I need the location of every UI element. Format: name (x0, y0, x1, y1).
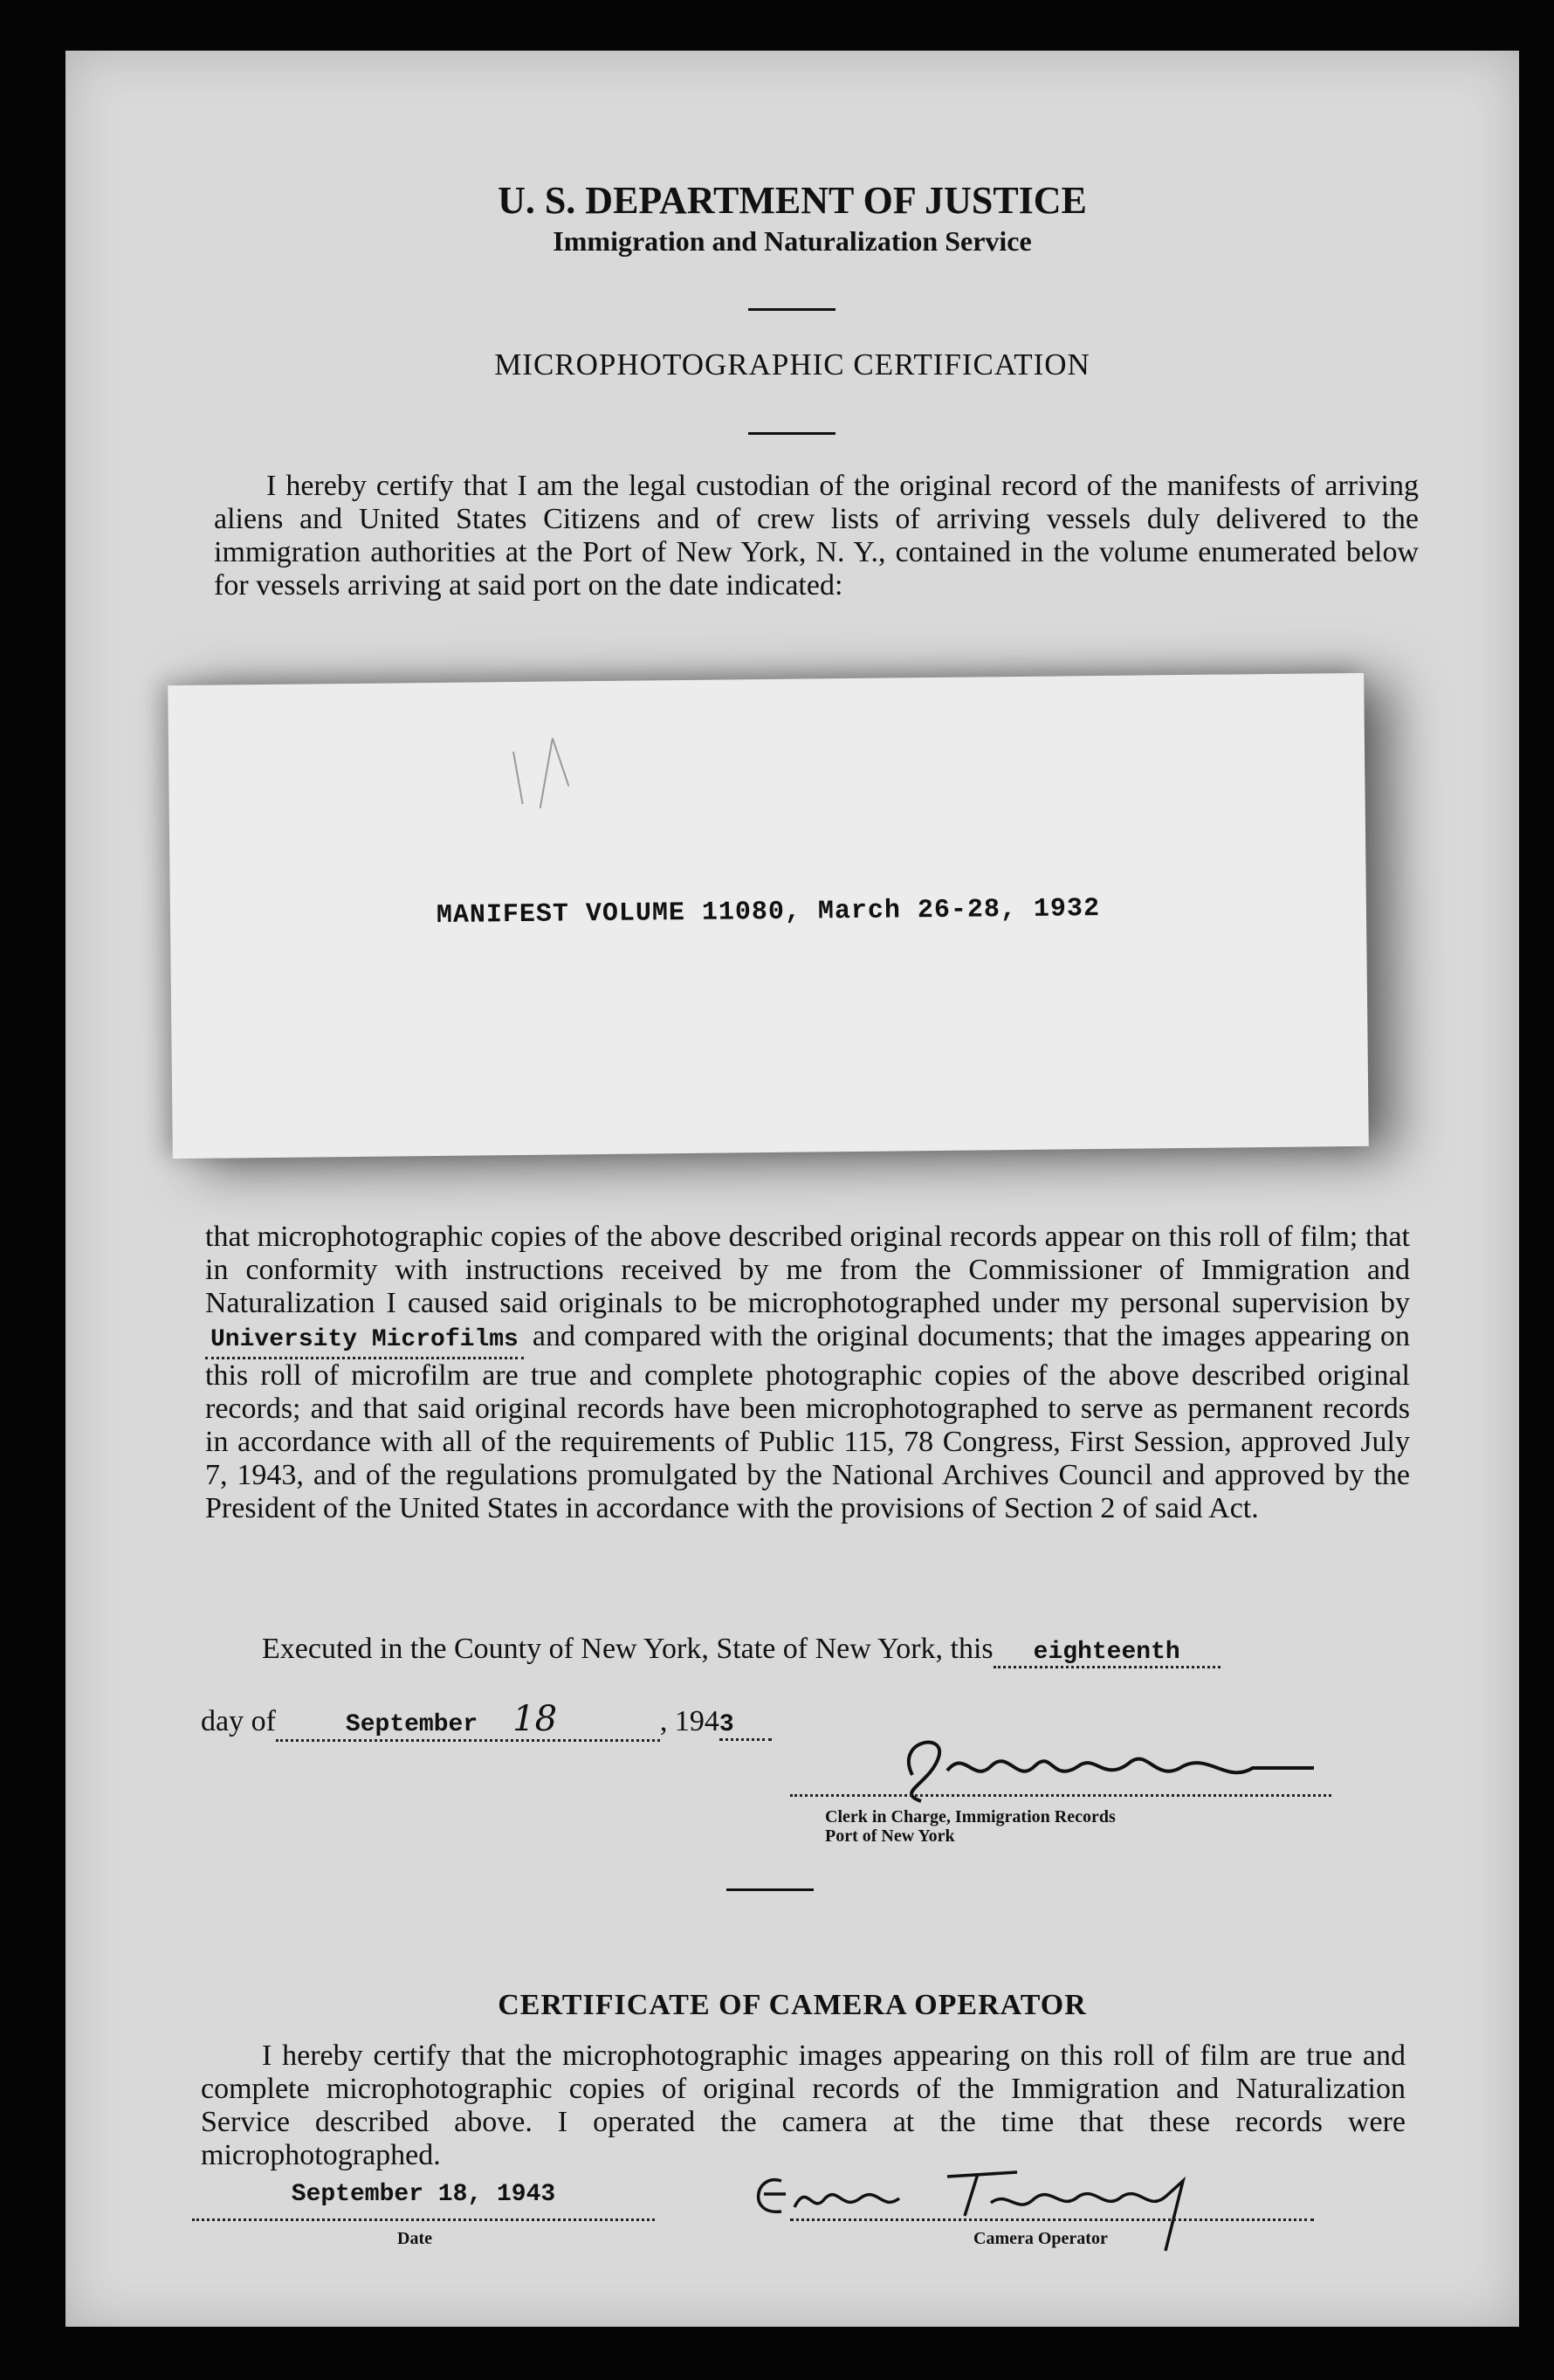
camera-certificate-title: CERTIFICATE OF CAMERA OPERATOR (498, 1989, 1087, 2021)
department-heading: U. S. DEPARTMENT OF JUSTICE (498, 179, 1087, 222)
clerk-signature (877, 1723, 1331, 1810)
month-field (276, 1699, 660, 1742)
body-text-part1: that microphotographic copies of the above described original records appear on this roll of film; that in conformity with instructions received by me from the Commissioner of Immigration and Naturalization I caused said originals to be microphotographed under my personal supervision by (205, 1221, 1410, 1319)
execution-line (262, 1633, 1221, 1668)
operator-date: September 18, 1943 (291, 2181, 556, 2208)
date-line-field (192, 2218, 655, 2221)
divider (726, 1888, 814, 1891)
intro-paragraph: I hereby certify that I am the legal custodian of the original record of the manifests of arriving aliens and United States Citizens and of crew lists of arriving vessels duly delivered to the immigration authorities at the Port of New York, N. Y., contained in the volume enumerated below for vessels arriving at said port on the date indicated: (214, 470, 1419, 602)
date-line (201, 1699, 772, 1742)
day-of-label: day of (201, 1705, 276, 1737)
camera-operator-label: Camera Operator (973, 2229, 1108, 2248)
form-title: MICROPHOTOGRAPHIC CERTIFICATION (494, 347, 1090, 382)
divider (748, 432, 835, 435)
certification-body (205, 1221, 1410, 1525)
microfilm-company-field (205, 1320, 524, 1359)
execution-prefix: Executed in the County of New York, State of New York, this (262, 1633, 994, 1665)
service-subheading: Immigration and Naturalization Service (553, 225, 1032, 257)
camera-certificate-paragraph: I hereby certify that the microphotographic images appearing on this roll of film are true and complete microphotographic copies of original records of the Immigration and Naturalization Service described above. I operated the camera at the time that these records were microphotographed. (201, 2040, 1406, 2171)
day-word: eighteenth (1033, 1639, 1180, 1666)
divider (748, 308, 835, 311)
certificate-page (65, 51, 1519, 2327)
year-prefix: , 194 (659, 1705, 719, 1737)
manifest-volume-text: MANIFEST VOLUME 11080, March 26-28, 1932 (436, 894, 1101, 931)
clerk-title-line2: Port of New York (825, 1826, 955, 1846)
manifest-volume-slip (168, 673, 1369, 1159)
operator-signature-line (790, 2218, 1314, 2221)
pencil-marks (500, 725, 606, 822)
handwritten-day: 18 (512, 1699, 558, 1739)
year-digit: 3 (719, 1711, 734, 1738)
date-label: Date (397, 2229, 432, 2248)
clerk-signature-line (790, 1794, 1331, 1797)
day-word-field (994, 1633, 1221, 1668)
month: September (345, 1711, 478, 1738)
clerk-title-line1: Clerk in Charge, Immigration Records (825, 1807, 1116, 1826)
body-text-part2: and compared with the original documents; that the images appearing on this roll of microfilm are true and complete photographic copies of the above described original records; and that said original records have been microphotographed to serve as permanent records in accordance with all of the requirements of Public 115, 78 Congress, First Session, approved July 7, 1943, and of the regulations promulgated by the National Archives Council and approved by the President of the United States in accordance with the provisions of Section 2 of said Act. (205, 1320, 1410, 1524)
microfilm-company: University Microfilms (210, 1326, 519, 1353)
year-field (719, 1705, 772, 1741)
clerk-title (825, 1807, 1116, 1846)
